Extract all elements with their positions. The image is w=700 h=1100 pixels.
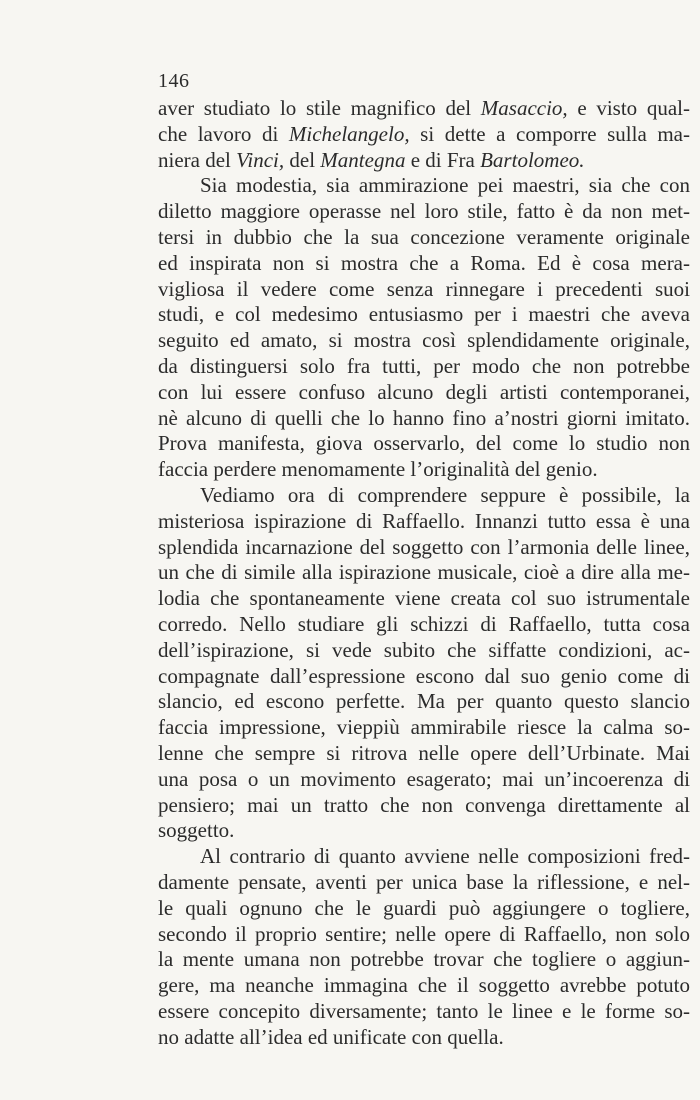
text-line: un che di simile alla ispirazione musicale, cioè a dire alla me- [158,560,690,585]
text-line: una posa o un movimento esagerato; mai un’incoerenza di [158,766,690,791]
text-line: soggetto. [158,818,235,843]
paragraph-3 [158,483,690,844]
text-line: slancio, ed escono perfette. Ma per quanto questo slancio [158,689,690,714]
text-line [158,148,690,174]
text-line: dell’ispirazione, si vede subito che siffatte condizioni, ac- [158,637,690,662]
text-line: compagnate dall’espressione escono dal suo genio come di [158,663,690,688]
page-body [158,96,690,1050]
text-line: splendida incarnazione del soggetto con l’armonia delle linee, [158,534,690,559]
text-line: damente pensate, aventi per unica base la riflessione, e nel- [158,869,690,894]
text-line: Sia modestia, sia ammirazione pei maestri, sia che con [200,173,690,198]
text-line: le quali ognuno che le guardi può aggiungere o togliere, [158,895,690,920]
text-segment: che lavoro di [158,121,289,146]
text-segment: e di Fra [405,147,481,172]
italic-name: Mantegna [320,147,406,172]
text-segment: niera del [158,147,237,172]
text-line: studi, e col medesimo entusiasmo per i maestri che aveva [158,302,690,327]
text-line: gere, ma neanche immagina che il soggetto avrebbe potuto [158,973,690,998]
text-line: secondo il proprio sentire; nelle opere di Raffaello, non solo [158,921,690,946]
page-number: 146 [158,70,190,92]
text-line: faccia perdere menomamente l’originalità del genio. [158,457,598,482]
text-segment: e visto qual- [567,96,691,120]
text-line: Al contrario di quanto avviene nelle composizioni fred- [200,844,690,869]
text-line: Vediamo ora di comprendere seppure è possibile, la [200,482,690,507]
paragraph-1 [158,96,690,173]
text-line: corredo. Nello studiare gli schizzi di Raffaello, tutta cosa [158,611,690,636]
text-line: diletto maggiore operasse nel loro stile, fatto è da non met- [158,199,690,224]
text-line: faccia impressione, vieppiù ammirabile riesce la calma so- [158,715,690,740]
text-line: da distinguersi solo fra tutti, per modo che non potrebbe [158,353,690,378]
text-line: nè alcuno di quelli che lo hanno fino a’nostri giorni imitato. [158,405,690,430]
text-line: pensiero; mai un tratto che non convenga direttamente al [158,792,690,817]
text-line: la mente umana non potrebbe trovar che togliere o aggiun- [158,947,690,972]
text-line: lenne che sempre si ritrova nelle opere dell’Urbinate. Mai [158,740,690,765]
text-line [158,122,690,148]
text-line: seguito ed amato, si mostra così splendidamente originale, [158,328,690,353]
text-segment: aver studiato lo stile magnifico del [158,96,481,120]
text-line: ed inspirata non si mostra che a Roma. Ed è cosa mera- [158,250,690,275]
text-segment: si dette a comporre sulla ma- [409,121,690,146]
text-line [158,96,690,122]
italic-name: Michelangelo, [288,121,410,146]
italic-name: Masaccio, [480,96,568,120]
paragraph-4 [158,844,690,1050]
paragraph-2 [158,173,690,483]
italic-name: Bartolomeo. [480,147,585,172]
text-line: vigliosa il vedere come senza rinnegare i precedenti suoi [158,276,690,301]
text-line: no adatte all’idea ed unificate con quella. [158,1024,504,1049]
text-line: con lui essere confuso alcuno degli artisti contemporanei, [158,379,690,404]
text-line: lodia che spontaneamente viene creata col suo istrumentale [158,586,690,611]
italic-name: Vinci, [236,147,285,172]
text-line: tersi in dubbio che la sua concezione veramente originale [158,224,690,249]
text-line: misteriosa ispirazione di Raffaello. Innanzi tutto essa è una [158,508,690,533]
text-segment: del [284,147,321,172]
text-line: Prova manifesta, giova osservarlo, del come lo studio non [158,431,690,456]
text-line: essere concepito diversamente; tanto le linee e le forme so- [158,998,690,1023]
